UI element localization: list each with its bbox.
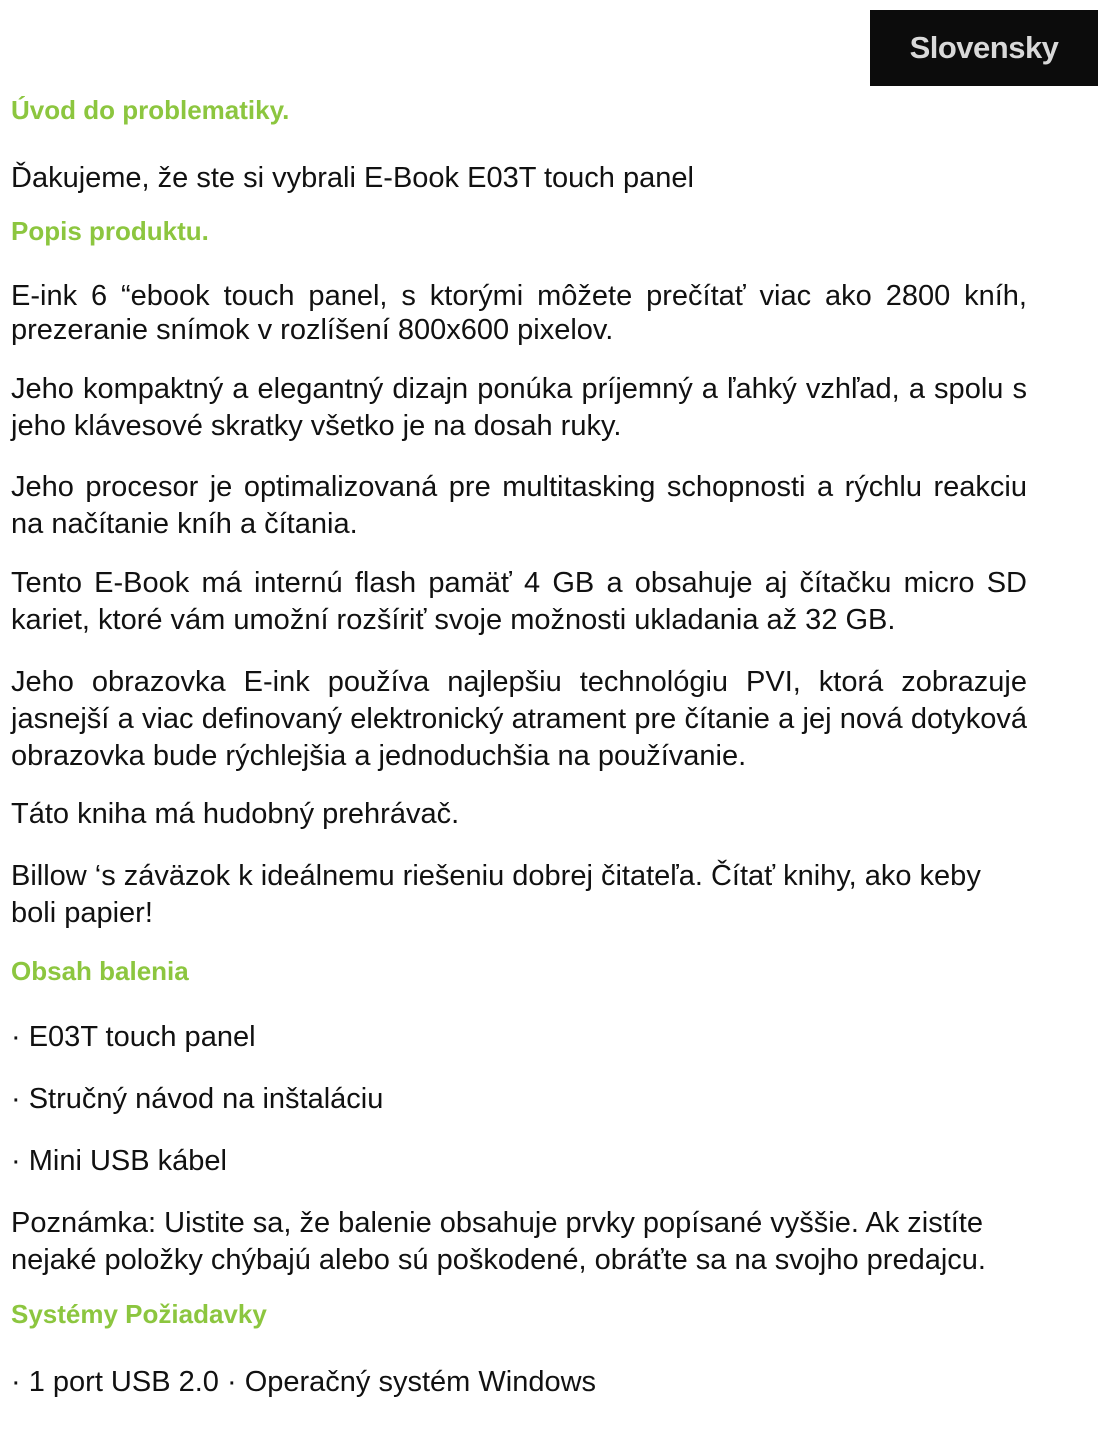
package-item: · Mini USB kábel <box>11 1145 227 1177</box>
description-paragraph-6: Táto kniha má hudobný prehrávač. <box>11 798 460 830</box>
requirements-text: · 1 port USB 2.0 · Operačný systém Windows <box>11 1366 597 1398</box>
description-paragraph-4: Tento E-Book má internú flash pamäť 4 GB a obsahuje aj čítačku micro SD kariet, ktoré vám umožní rozšíriť svoje možnosti ukladania až 32 GB. <box>11 567 1027 636</box>
package-note: Poznámka: Uistite sa, že balenie obsahuje prvky popísané vyššie. Ak zistíte nejaké položky chýbajú alebo sú poškodené, obráťte sa na svojho predajcu. <box>11 1207 986 1276</box>
heading-intro: Úvod do problematiky. <box>11 95 290 125</box>
package-item: · E03T touch panel <box>11 1021 256 1053</box>
description-paragraph-5: Jeho obrazovka E-ink používa najlepšiu technológiu PVI, ktorá zobrazuje jasnejší a viac definovaný elektronický atrament pre čítanie a jej nová dotyková obrazovka bude rýchlejšia a jednoduchšia na používanie. <box>11 666 1027 772</box>
heading-description: Popis produktu. <box>11 216 209 246</box>
language-tab[interactable]: Slovensky <box>870 10 1098 86</box>
description-paragraph-3: Jeho procesor je optimalizovaná pre multitasking schopnosti a rýchlu reakciu na načítanie kníh a čítania. <box>11 471 1027 540</box>
description-paragraph-7: Billow ‘s záväzok k ideálnemu riešeniu dobrej čitateľa. Čítať knihy, ako keby boli papier! <box>11 860 981 929</box>
heading-requirements: Systémy Požiadavky <box>11 1299 267 1329</box>
intro-text: Ďakujeme, že ste si vybrali E-Book E03T touch panel <box>11 162 694 194</box>
description-paragraph-2: Jeho kompaktný a elegantný dizajn ponúka príjemný a ľahký vzhľad, a spolu s jeho klávesové skratky všetko je na dosah ruky. <box>11 373 1027 442</box>
document-body <box>11 90 1027 1401</box>
package-item: · Stručný návod na inštaláciu <box>11 1083 384 1115</box>
description-paragraph-1: E-ink 6 “ebook touch panel, s ktorými môžete prečítať viac ako 2800 kníh, prezeranie snímok v rozlíšení 800x600 pixelov. <box>11 280 1027 346</box>
heading-package: Obsah balenia <box>11 956 189 986</box>
